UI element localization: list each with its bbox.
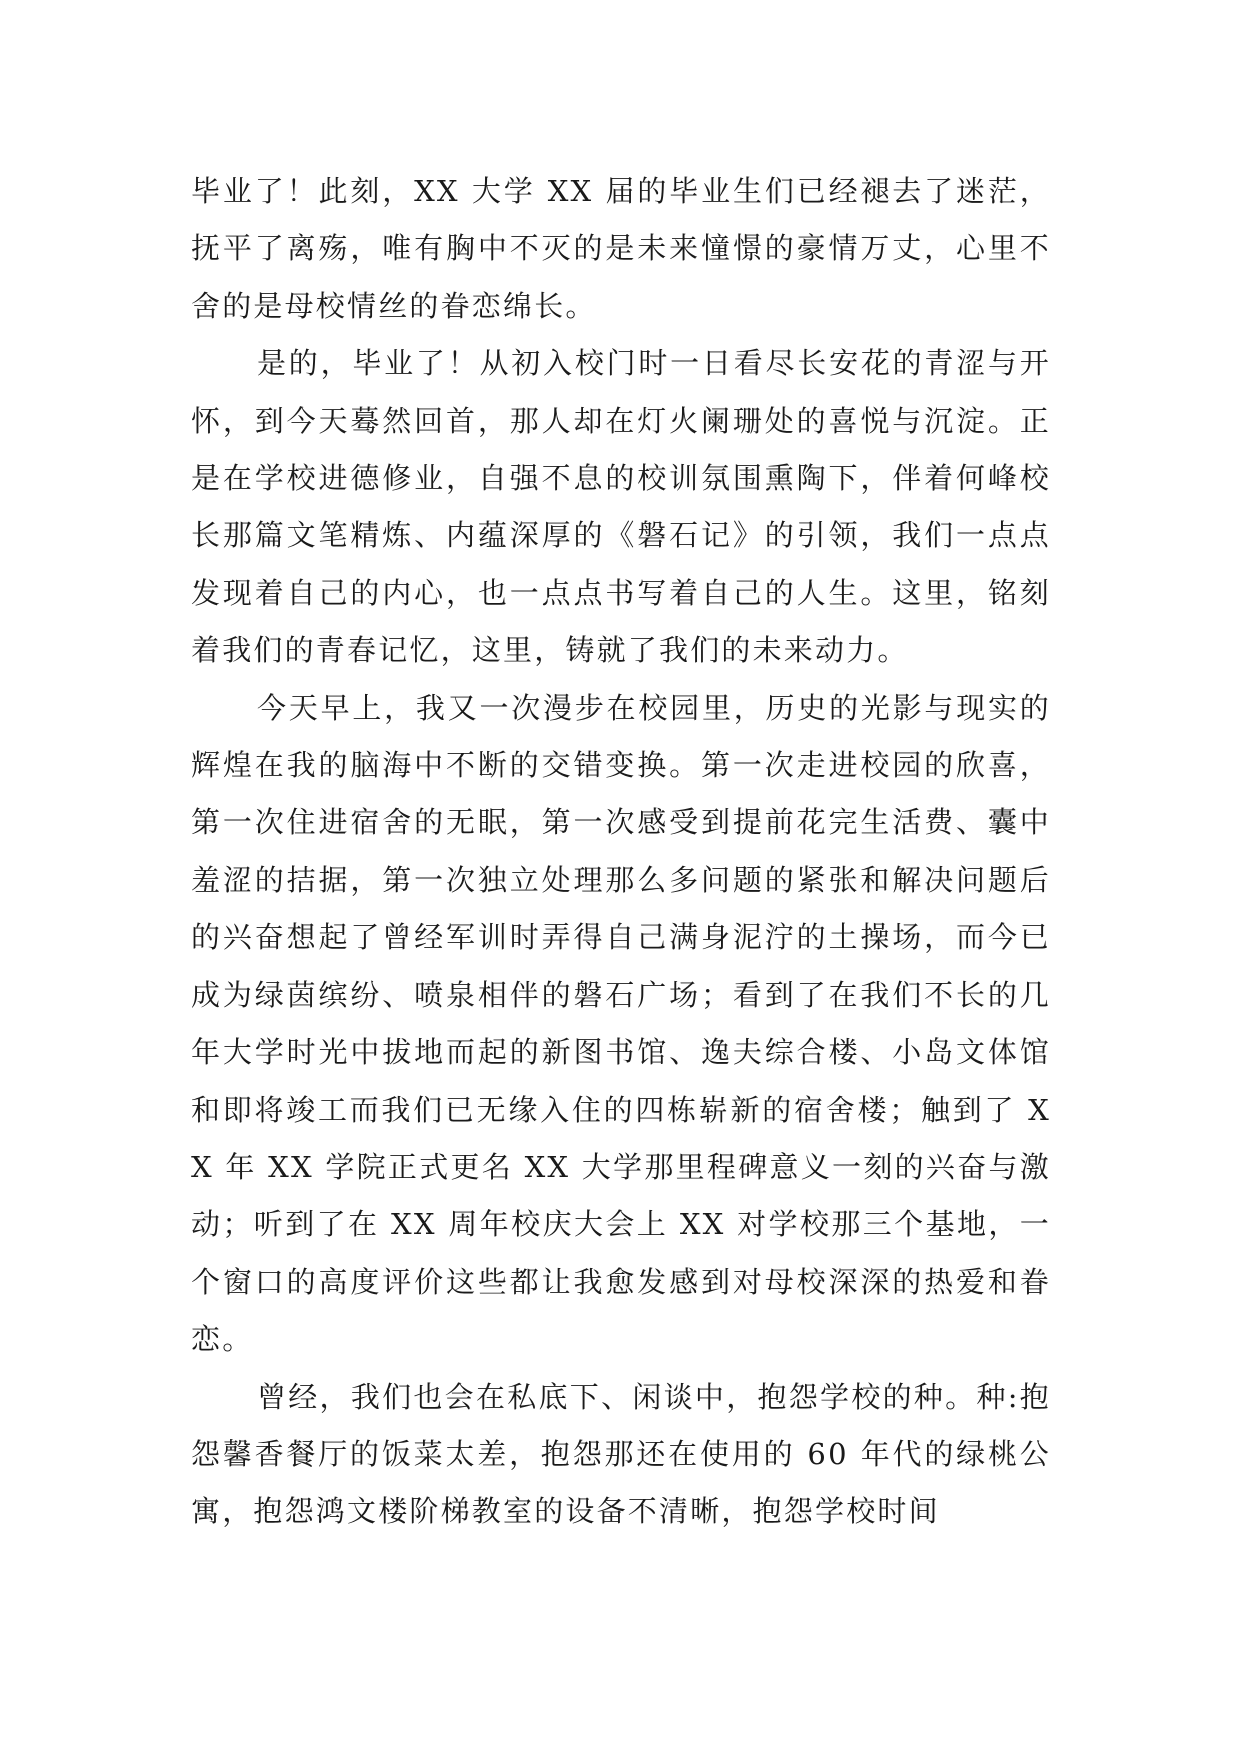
paragraph-4: 曾经，我们也会在私底下、闲谈中，抱怨学校的种。种:抱怨馨香餐厅的饭菜太差，抱怨那还在使用的 60 年代的绿桃公寓，抱怨鸿文楼阶梯教室的设备不清晰，抱怨学校时间 — [191, 1379, 1051, 1529]
document-body — [191, 163, 1051, 1541]
paragraph-2: 是的，毕业了！从初入校门时一日看尽长安花的青涩与开怀，到今天蓦然回首，那人却在灯火阑珊处的喜悦与沉淀。正是在学校进德修业，自强不息的校训氛围熏陶下，伴着何峰校长那篇文笔精炼、内蕴深厚的《磐石记》的引领，我们一点点发现着自己的内心，也一点点书写着自己的人生。这里，铭刻着我们的青春记忆，这里，铸就了我们的未来动力。 — [191, 346, 1051, 668]
paragraph-1: 毕业了！此刻，XX 大学 XX 届的毕业生们已经褪去了迷茫，抚平了离殇，唯有胸中不灭的是未来憧憬的豪情万丈，心里不舍的是母校情丝的眷恋绵长。 — [191, 174, 1051, 323]
paragraph-3: 今天早上，我又一次漫步在校园里，历史的光影与现实的辉煌在我的脑海中不断的交错变换。第一次走进校园的欣喜，第一次住进宿舍的无眠，第一次感受到提前花完生活费、囊中羞涩的拮据，第一次独立处理那么多问题的紧张和解决问题后的兴奋想起了曾经军训时弄得自己满身泥泞的土操场，而今已成为绿茵缤纷、喷泉相伴的磐石广场；看到了在我们不长的几年大学时光中拔地而起的新图书馆、逸夫综合楼、小岛文体馆和即将竣工而我们已无缘入住的四栋崭新的宿舍楼；触到了 XX 年 XX 学院正式更名 XX 大学那里程碑意义一刻的兴奋与激动；听到了在 XX 周年校庆大会上 XX 对学校那三个基地，一个窗口的高度评价这些都让我愈发感到对母校深深的热爱和眷恋。 — [191, 690, 1051, 1357]
